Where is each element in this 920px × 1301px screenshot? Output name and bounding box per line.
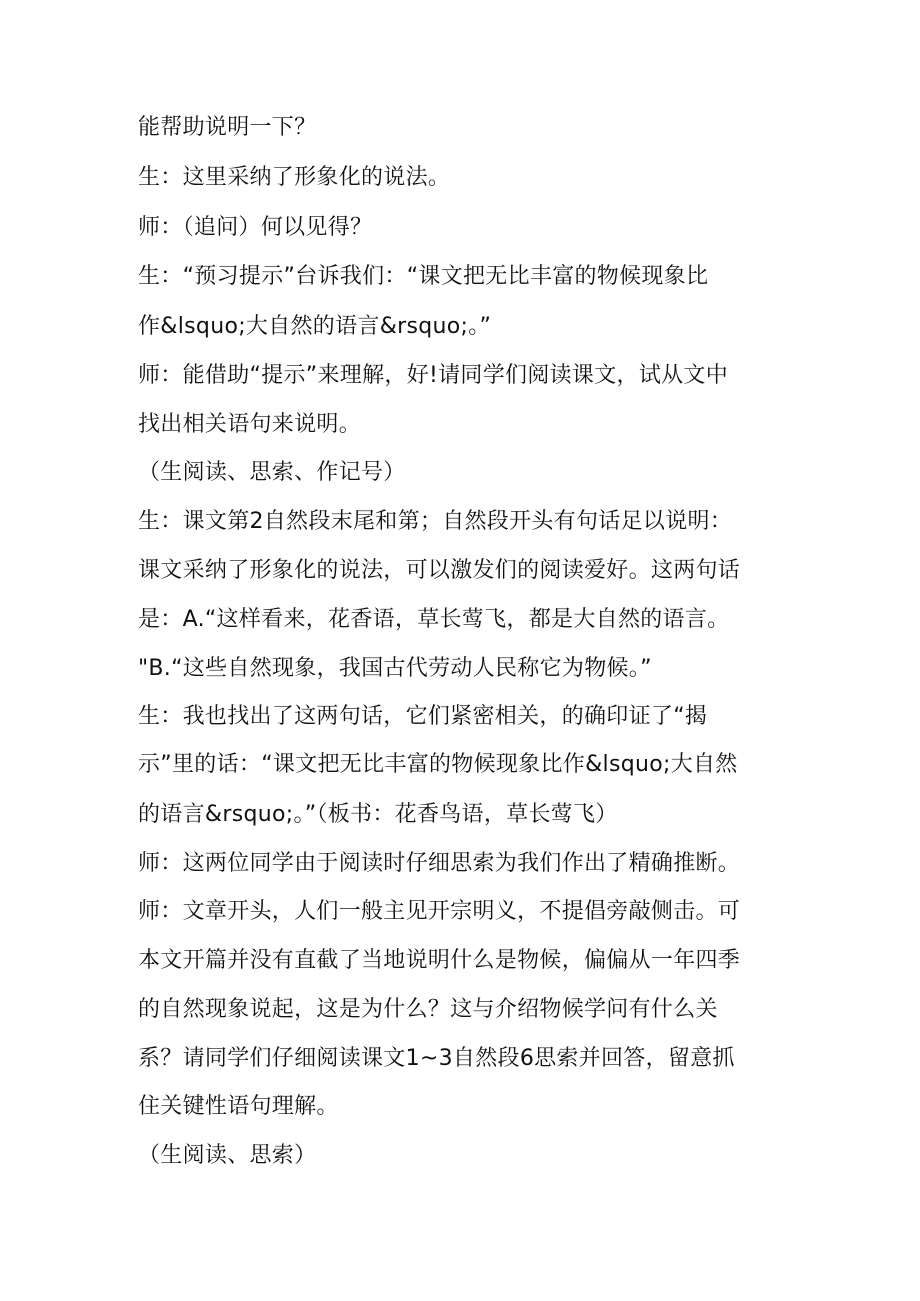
text-line: 找出相关语句来说明。 (138, 412, 362, 437)
text-line: 生：我也找出了这两句话，它们紧密相关，的确印证了“揭 (138, 704, 708, 729)
text-line: 师：能借助“提示”来理解，好!请同学们阅读课文，试从文中 (138, 363, 729, 388)
text-line: 师：文章开头，人们一般主见开宗明义，不提倡旁敲侧击。可 (138, 899, 741, 924)
text-line: 是：A.“这样看来，花香语，草长莺飞，都是大自然的语言。 (138, 607, 730, 632)
text-line: 住关键性语句理解。 (138, 1094, 339, 1119)
text-line: 本文开篇并没有直截了当地说明什么是物候，偏偏从一年四季 (138, 948, 741, 973)
text-line: 生：这里采纳了形象化的说法。 (138, 165, 451, 190)
text-line: "B.“这些自然现象，我国古代劳动人民称它为物候。” (138, 656, 652, 681)
text-line: 师：（追问）何以见得？ (138, 215, 373, 240)
text-line: 生：“预习提示”台诉我们：“课文把无比丰富的物候现象比 (138, 264, 709, 289)
text-line: 示”里的话：“课文把无比丰富的物候现象比作&lsquo;大自然 (138, 752, 738, 777)
text-line: 的自然现象说起，这是为什么？这与介绍物候学问有什么关 (138, 997, 718, 1022)
text-line: （生阅读、思索、作记号） (138, 460, 406, 485)
text-line: 作&lsquo;大自然的语言&rsquo;。” (138, 314, 492, 339)
text-line: 课文采纳了形象化的说法，可以激发们的阅读爱好。这两句话 (138, 558, 741, 583)
text-line: 的语言&rsquo;。”（板书：花香鸟语，草长莺飞） (138, 802, 618, 827)
text-line: 师：这两位同学由于阅读时仔细思索为我们作出了精确推断。 (138, 851, 741, 876)
text-line: （生阅读、思索） (138, 1143, 317, 1168)
text-line: 系？请同学们仔细阅读课文1~3自然段6思索并回答，留意抓 (138, 1046, 735, 1071)
text-line: 能帮助说明一下？ (138, 115, 317, 140)
text-line: 生：课文第2自然段末尾和第；自然段开头有句话足以说明： (138, 509, 733, 534)
